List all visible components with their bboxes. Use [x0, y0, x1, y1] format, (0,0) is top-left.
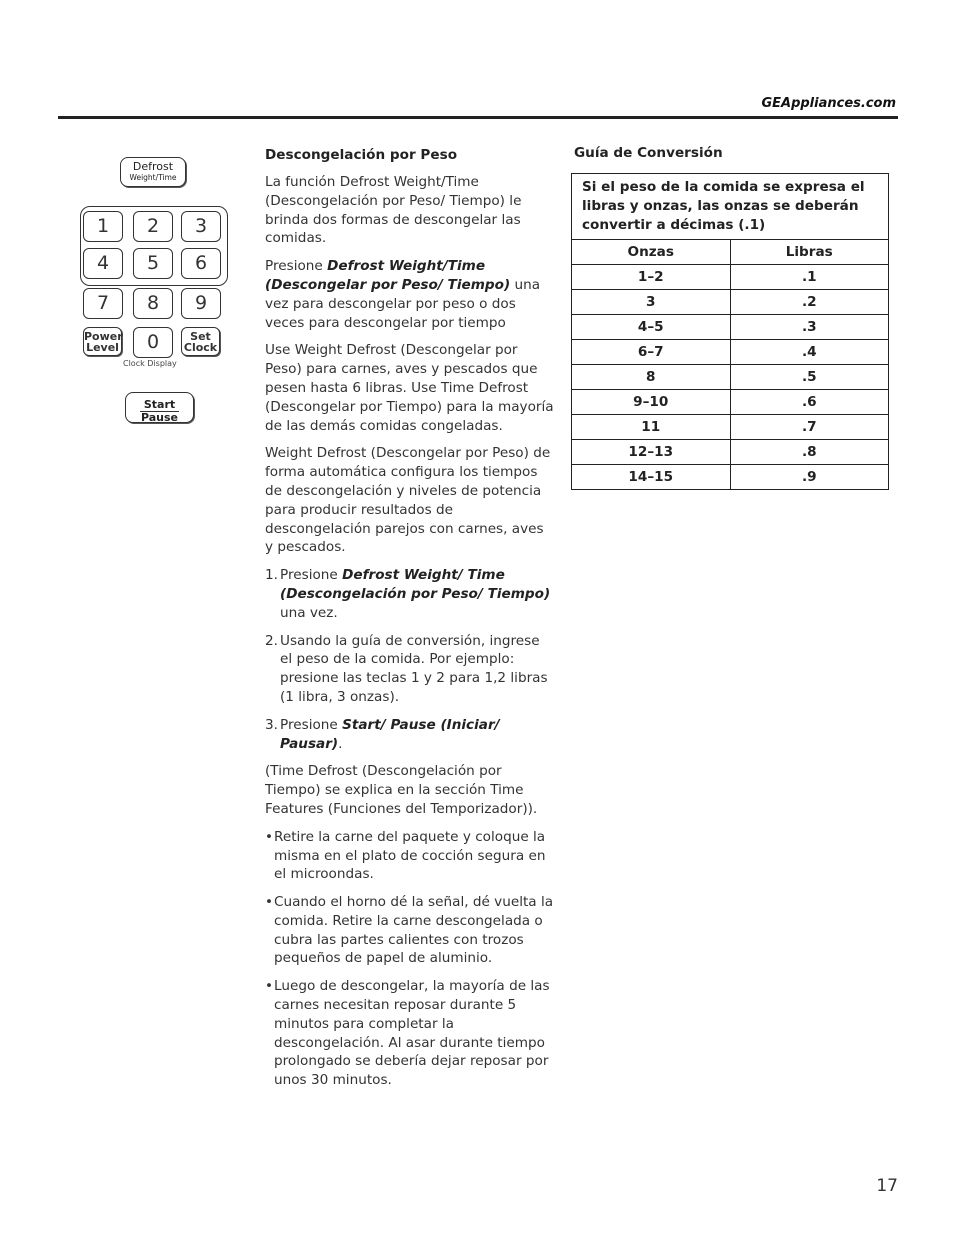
step-1-number: 1.	[265, 567, 278, 584]
key-7: 7	[83, 288, 123, 319]
bullet-3-mark: •	[265, 978, 274, 995]
cell-onzas: 9–10	[572, 390, 730, 415]
key-4: 4	[83, 248, 123, 279]
cell-libras: .7	[730, 415, 888, 440]
step-1-text	[280, 566, 555, 622]
key-3: 3	[181, 211, 221, 242]
table-row	[572, 340, 888, 365]
pause-label: Pause	[140, 411, 179, 424]
step-3-text-a: Presione	[280, 716, 343, 733]
table-row	[572, 415, 888, 440]
step-2-number: 2.	[265, 632, 278, 649]
table-row	[572, 265, 888, 290]
guide-header-note: Si el peso de la comida se expresa el libras y onzas, las onzas se deberán convertir a décimas (.1)	[572, 174, 888, 240]
step-1-text-a: Presione	[280, 567, 343, 584]
page-number: 17	[876, 1176, 898, 1196]
start-pause-button	[125, 392, 194, 423]
cell-onzas: 6–7	[572, 340, 730, 365]
step-3-text-c: .	[338, 735, 343, 752]
site-url: GEAppliances.com	[761, 96, 896, 111]
bullet-2-mark: •	[265, 894, 274, 911]
power-level-line1: Power	[84, 330, 123, 343]
key-9: 9	[181, 288, 221, 319]
key-8: 8	[133, 288, 173, 319]
bullet-1-text: Retire la carne del paquete y coloque la misma en el plato de cocción segura en el microondas.	[274, 828, 546, 883]
cell-libras: .8	[730, 440, 888, 465]
table-row	[572, 390, 888, 415]
step-2-text: Usando la guía de conversión, ingrese el peso de la comida. Por ejemplo: presione las teclas 1 y 2 para 1,2 libras (1 libra, 3 onzas).	[280, 632, 548, 705]
paragraph-intro: La función Defrost Weight/Time (Descongelación por Peso/ Tiempo) le brinda dos formas de descongelar las comidas.	[265, 174, 522, 247]
table-row	[572, 365, 888, 390]
step-1-emphasis: Defrost Weight/ Time (Descongelación por Peso/ Tiempo)	[280, 567, 551, 602]
press-emphasis: Defrost Weight/Time (Descongelar por Peso/ Tiempo)	[265, 258, 511, 293]
cell-libras: .6	[730, 390, 888, 415]
set-clock-line2: Clock	[183, 341, 218, 354]
section-title: Descongelación por Peso	[265, 147, 458, 163]
power-level-line2: Level	[86, 341, 119, 354]
press-text-a: Presione	[265, 258, 328, 275]
bullet-1-mark: •	[265, 828, 274, 845]
cell-onzas: 11	[572, 415, 730, 440]
cell-libras: .9	[801, 469, 817, 485]
start-label: Start	[140, 399, 179, 412]
bullet-3	[265, 977, 555, 1090]
key-5: 5	[133, 248, 173, 279]
bullet-3-text: Luego de descongelar, la mayoría de las carnes necesitan reposar durante 5 minutos para completar la descongelación. Al asar durante tiempo prolongado se debería dejar reposar por unos 30 minutos.	[274, 978, 550, 1089]
step-2	[265, 632, 555, 707]
column-header-libras: Libras	[730, 240, 888, 265]
table-row	[572, 315, 888, 340]
paragraph-time-defrost: (Time Defrost (Descongelación por Tiempo) se explica en la sección Time Features (Funciones del Temporizador)).	[265, 763, 538, 817]
instructions-column	[265, 146, 555, 1099]
set-clock-key	[181, 327, 220, 356]
step-3	[265, 716, 555, 754]
paragraph-press	[265, 257, 555, 332]
bullet-2	[265, 893, 555, 968]
cell-libras: .5	[730, 365, 888, 390]
cell-onzas: 14–15	[572, 465, 730, 490]
press-text-c: una vez para descongelar por peso o dos veces para descongelar por tiempo	[265, 276, 541, 331]
power-level-key	[83, 327, 122, 356]
defrost-sublabel: Weight/Time	[129, 173, 177, 182]
key-1: 1	[83, 211, 123, 242]
cell-onzas: 1–2	[572, 265, 730, 290]
table-header-row	[572, 240, 888, 265]
key-2: 2	[133, 211, 173, 242]
step-1	[265, 566, 555, 622]
cell-onzas: 12–13	[572, 440, 730, 465]
cell-libras: .4	[730, 340, 888, 365]
set-clock-line1: Set	[190, 330, 211, 343]
cell-libras: .2	[730, 290, 888, 315]
keypad-illustration	[74, 150, 234, 430]
header-rule	[58, 116, 898, 119]
key-0: 0	[133, 327, 173, 358]
paragraph-auto: Weight Defrost (Descongelar por Peso) de forma automática configura los tiempos de descongelación y niveles de potencia para producir resultados de descongelación parejos con carnes, aves y pescados.	[265, 445, 551, 556]
table-row	[572, 440, 888, 465]
step-3-text	[280, 716, 555, 754]
bullet-1	[265, 828, 555, 884]
table-row	[572, 290, 888, 315]
conversion-table	[572, 240, 888, 489]
cell-libras: .3	[730, 315, 888, 340]
step-3-number: 3.	[265, 716, 278, 733]
column-header-onzas: Onzas	[572, 240, 730, 265]
key-6: 6	[181, 248, 221, 279]
paragraph-usage: Use Weight Defrost (Descongelar por Peso) para carnes, aves y pescados que pesen hasta 6 libras. Use Time Defrost (Descongelar por Tiempo) para la mayoría de las demás comidas congeladas.	[265, 342, 554, 434]
clock-display-label: Clock Display	[123, 359, 177, 368]
conversion-guide-table	[571, 173, 889, 490]
step-1-text-c: una vez.	[280, 604, 338, 621]
table-row	[572, 465, 888, 490]
cell-onzas: 4–5	[572, 315, 730, 340]
cell-onzas: 8	[572, 365, 730, 390]
step-3-emphasis: Start/ Pause (Iniciar/ Pausar)	[280, 716, 500, 752]
guide-title: Guía de Conversión	[574, 145, 723, 161]
cell-libras: .1	[730, 265, 888, 290]
bullet-2-text: Cuando el horno dé la señal, dé vuelta la comida. Retire la carne descongelada o cubra las partes calientes con trozos pequeños de papel de aluminio.	[274, 894, 554, 967]
cell-onzas: 3	[572, 290, 730, 315]
defrost-label: Defrost	[132, 160, 174, 173]
defrost-weight-time-button	[120, 157, 186, 187]
